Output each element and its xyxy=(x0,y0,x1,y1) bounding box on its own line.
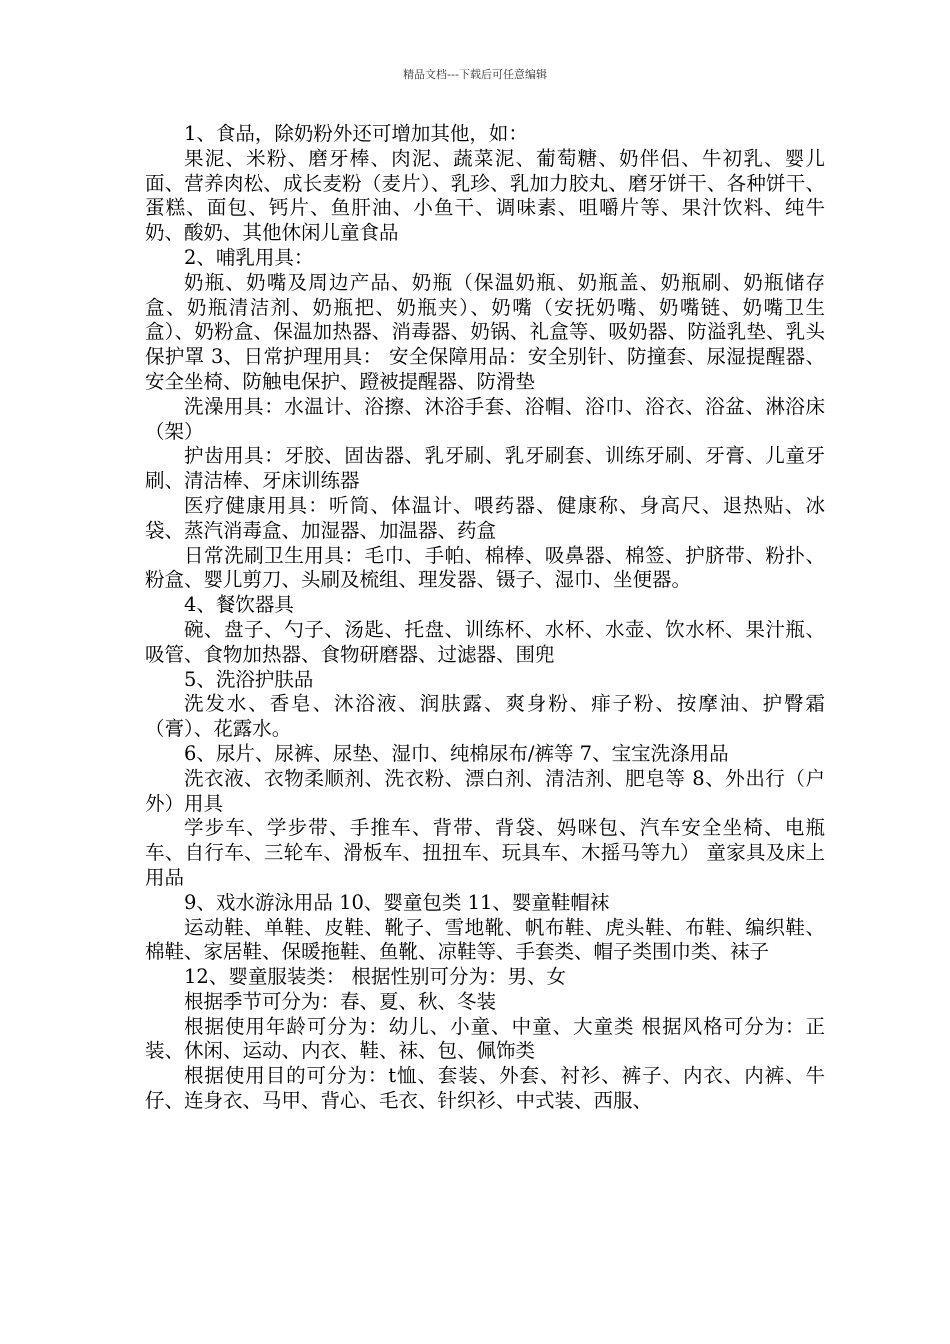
paragraph-8: 日常洗刷卫生用具：毛巾、手帕、棉棒、吸鼻器、棉签、护脐带、粉扑、粉盒、婴儿剪刀、头刷及梳组、理发器、镊子、湿巾、坐便器。 xyxy=(145,543,825,592)
paragraph-18: 12、婴童服装类： 根据性别可分为：男、女 xyxy=(184,965,567,989)
paragraph-9: 4、餐饮器具 xyxy=(184,593,294,617)
paragraph-14: 洗衣液、衣物柔顺剂、洗衣粉、漂白剂、清洁剂、肥皂等 8、外出行（户外）用具 xyxy=(145,766,825,815)
paragraph-3: 2、哺乳用具： xyxy=(184,245,314,269)
paragraph-13: 6、尿片、尿裤、尿垫、湿巾、纯棉尿布/裤等 7、宝宝洗涤用品 xyxy=(184,741,729,765)
paragraph-20: 根据使用年龄可分为：幼儿、小童、中童、大童类 根据风格可分为：正装、休闲、运动、内衣、鞋、袜、包、佩饰类 xyxy=(145,1014,825,1063)
paragraph-19: 根据季节可分为：春、夏、秋、冬装 xyxy=(184,989,497,1013)
paragraph-5: 洗澡用具：水温计、浴擦、沐浴手套、浴帽、浴巾、浴衣、浴盆、淋浴床（架） xyxy=(145,394,825,443)
page-header: 精品文档---下载后可任意编辑 xyxy=(403,68,547,81)
paragraph-2: 果泥、米粉、磨牙棒、肉泥、蔬菜泥、葡萄糖、奶伴侣、牛初乳、婴儿面、营养肉松、成长麦粉（麦片）、乳珍、乳加力胶丸、磨牙饼干、各种饼干、蛋糕、面包、钙片、鱼肝油、小鱼干、调味素、咀嚼片等、果汁饮料、纯牛奶、酸奶、其他休闲儿童食品 xyxy=(145,146,825,245)
paragraph-6: 护齿用具：牙胶、固齿器、乳牙刷、乳牙刷套、训练牙刷、牙膏、儿童牙刷、清洁棒、牙床训练器 xyxy=(145,444,825,493)
paragraph-7: 医疗健康用具：听筒、体温计、喂药器、健康称、身高尺、退热贴、冰袋、蒸汽消毒盒、加湿器、加温器、药盒 xyxy=(145,493,825,542)
paragraph-12: 洗发水、香皂、沐浴液、润肤露、爽身粉、痱子粉、按摩油、护臀霜（膏）、花露水。 xyxy=(145,692,825,741)
paragraph-15: 学步车、学步带、手推车、背带、背袋、妈咪包、汽车安全坐椅、电瓶车、自行车、三轮车、滑板车、扭扭车、玩具车、木摇马等九） 童家具及床上用品 xyxy=(145,816,825,889)
paragraph-17: 运动鞋、单鞋、皮鞋、靴子、雪地靴、帆布鞋、虎头鞋、布鞋、编织鞋、棉鞋、家居鞋、保暖拖鞋、鱼靴、凉鞋等、手套类、帽子类围巾类、袜子 xyxy=(145,915,825,964)
document-body xyxy=(145,122,825,1114)
paragraph-21: 根据使用目的可分为：t恤、套装、外套、衬衫、裤子、内衣、内裤、牛仔、连身衣、马甲、背心、毛衣、针织衫、中式装、西服、 xyxy=(145,1064,825,1113)
paragraph-11: 5、洗浴护肤品 xyxy=(184,667,314,691)
paragraph-1: 1、食品，除奶粉外还可增加其他，如： xyxy=(184,122,528,145)
paragraph-16: 9、戏水游泳用品 10、婴童包类 11、婴童鞋帽袜 xyxy=(184,890,610,914)
paragraph-10: 碗、盘子、勺子、汤匙、托盘、训练杯、水杯、水壶、饮水杯、果汁瓶、吸管、食物加热器、食物研磨器、过滤器、围兜 xyxy=(145,617,825,666)
paragraph-4: 奶瓶、奶嘴及周边产品、奶瓶（保温奶瓶、奶瓶盖、奶瓶刷、奶瓶储存盒、奶瓶清洁剂、奶瓶把、奶瓶夹）、奶嘴（安抚奶嘴、奶嘴链、奶嘴卫生盒）、奶粉盒、保温加热器、消毒器、奶锅、礼盒等、吸奶器、防溢乳垫、乳头保护罩 3、日常护理用具： 安全保障用品：安全别针、防撞套、尿湿提醒器、安全坐椅、防触电保护、蹬被提醒器、防滑垫 xyxy=(145,270,825,393)
